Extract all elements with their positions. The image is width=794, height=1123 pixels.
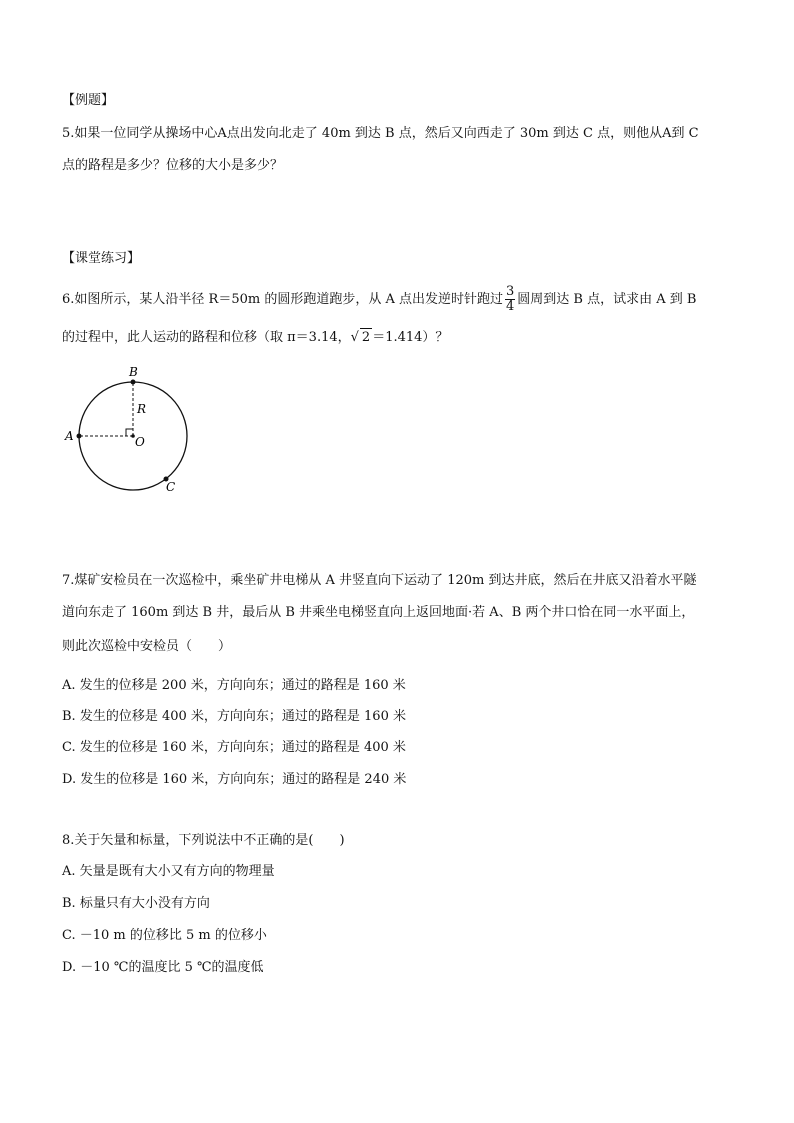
question-6-line-2 <box>62 328 448 347</box>
fraction-numerator: 3 <box>505 284 515 299</box>
question-8-line-1: 8.关于矢量和标量，下列说法中不正确的是( ) <box>62 833 345 848</box>
question-6-text-a: 6.如图所示，某人沿半径 R＝50m 的圆形跑道跑步，从 A 点出发逆时针跑过 <box>62 292 503 307</box>
label-r: R <box>137 402 147 416</box>
point-b <box>131 380 136 385</box>
question-6-line-1 <box>62 285 696 314</box>
question-7-option-a: A. 发生的位移是 200 米，方向向东；通过的路程是 160 米 <box>62 678 406 693</box>
question-7-line-3: 则此次巡检中安检员（ ） <box>62 639 232 654</box>
question-8-option-b: B. 标量只有大小没有方向 <box>62 896 210 911</box>
question-8-option-d: D. －10 ℃的温度比 5 ℃的温度低 <box>62 960 264 975</box>
sqrt-sign: √ <box>350 330 359 345</box>
fraction-denominator: 4 <box>505 299 515 314</box>
question-7-line-1: 7.煤矿安检员在一次巡检中，乘坐矿井电梯从 A 井竖直向下运动了 120m 到达井底，然后在井底又沿着水平隧 <box>62 573 697 588</box>
label-a: A <box>65 429 74 443</box>
label-c: C <box>166 480 176 494</box>
practice-header: 【课堂练习】 <box>62 251 141 266</box>
question-7-line-2: 道向东走了 160m 到达 B 井，最后从 B 井乘坐电梯竖直向上返回地面·若 A、B 两个井口恰在同一水平面上， <box>62 605 695 620</box>
sqrt-argument: 2 <box>361 330 371 345</box>
circle-track-diagram <box>60 360 200 500</box>
question-6-text-b: 圆周到达 B 点，试求由 A 到 B <box>517 292 697 307</box>
question-5-line-2: 点的路程是多少？位移的大小是多少？ <box>62 158 284 173</box>
example-header: 【例题】 <box>62 93 115 108</box>
question-6-text-d: ＝1.414）？ <box>372 330 449 345</box>
question-7-option-c: C. 发生的位移是 160 米，方向向东；通过的路程是 400 米 <box>62 740 406 755</box>
question-7-option-d: D. 发生的位移是 160 米，方向向东；通过的路程是 240 米 <box>62 772 407 787</box>
question-7-option-b: B. 发生的位移是 400 米，方向向东；通过的路程是 160 米 <box>62 709 406 724</box>
label-b: B <box>129 365 138 379</box>
question-8-option-c: C. －10 m 的位移比 5 m 的位移小 <box>62 928 267 943</box>
question-5-line-1: 5.如果一位同学从操场中心A点出发向北走了 40m 到达 B 点，然后又向西走了 30m 到达 C 点，则他从A到 C <box>62 126 699 141</box>
question-8-option-a: A. 矢量是既有大小又有方向的物理量 <box>62 864 275 879</box>
fraction <box>505 285 515 314</box>
point-a <box>77 434 82 439</box>
question-6-text-c: 的过程中，此人运动的路程和位移（取 π＝3.14， <box>62 330 351 345</box>
label-o: O <box>135 435 145 449</box>
